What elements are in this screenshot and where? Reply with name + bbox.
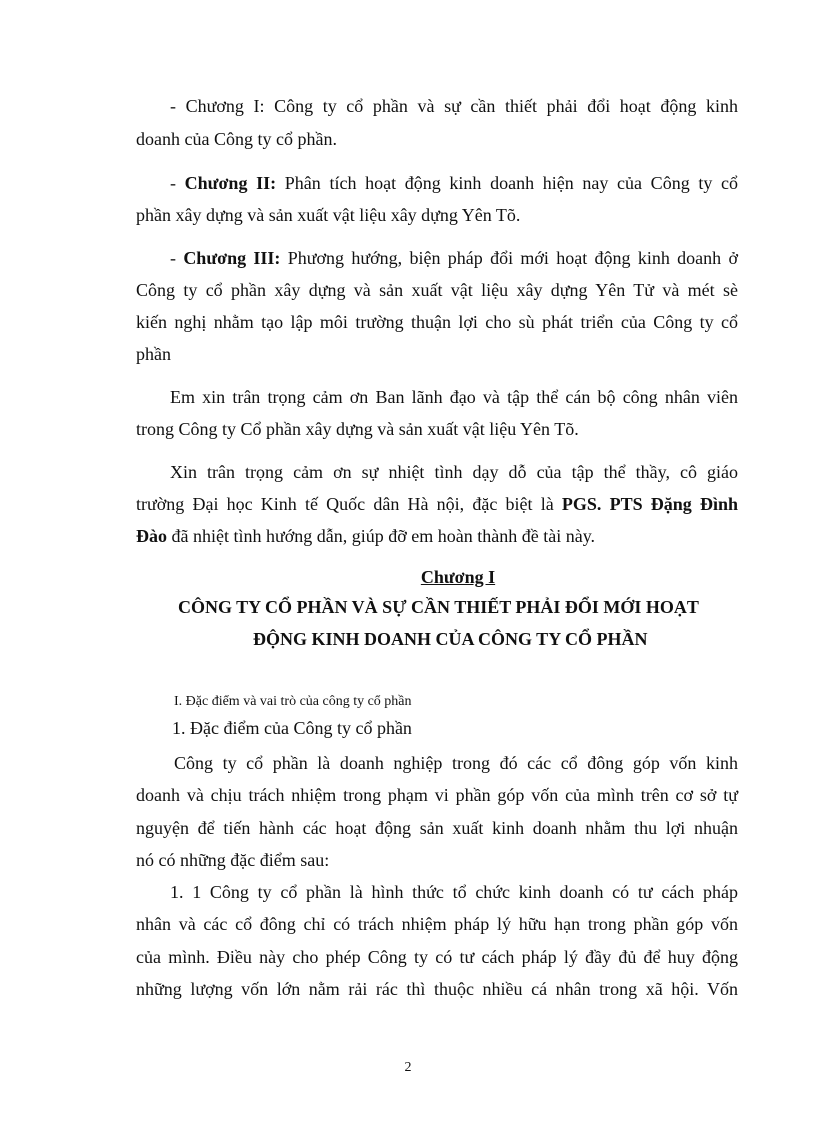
para3-line2: Công ty cổ phần xây dựng và sản xuất vật liệu xây dựng Yên Tử và mét sè xyxy=(136,280,738,300)
para1-line2: doanh của Công ty cổ phần. xyxy=(136,129,337,149)
para2-line2: phần xây dựng và sản xuất vật liệu xây dựng Yên Tõ. xyxy=(136,205,521,225)
para5-line1: Xin trân trọng cảm ơn sự nhiệt tình dạy dỗ của tập thể thầy, cô giáo xyxy=(170,462,738,482)
chapter-label: Chương I xyxy=(420,567,496,587)
para2-line1: - Chương II: Phân tích hoạt động kinh doanh hiện nay của Công ty cổ xyxy=(170,173,739,193)
para4-line1: Em xin trân trọng cảm ơn Ban lãnh đạo và tập thể cán bộ công nhân viên xyxy=(170,387,738,407)
para3-line4: phần xyxy=(136,344,171,364)
page-number: 2 xyxy=(404,1060,412,1075)
para6-line4: nó có những đặc điểm sau: xyxy=(136,850,330,870)
para7-line4: những lượng vốn lớn nằm rải rác thì thuộc nhiều cá nhân trong xã hội. Vốn xyxy=(136,979,738,999)
para3-line1: - Chương III: Phương hướng, biện pháp đổi mới hoạt động kinh doanh ở xyxy=(170,248,738,268)
chapter-title-line2: ĐỘNG KINH DOANH CỦA CÔNG TY CỔ PHẦN xyxy=(253,629,648,649)
subsection-heading: 1. Đặc điểm của Công ty cổ phần xyxy=(172,718,412,738)
para6-line2: doanh và chịu trách nhiệm trong phạm vi phần góp vốn của mình trên cơ sở tự xyxy=(136,785,738,805)
para3-line3: kiến nghị nhằm tạo lập môi trường thuận lợi cho sù phát triển của Công ty cổ xyxy=(136,312,738,332)
para6-line1: Công ty cổ phần là doanh nghiệp trong đó các cổ đông góp vốn kinh xyxy=(174,753,738,773)
para1-line1: - Chương I: Công ty cổ phần và sự cần thiết phải đổi hoạt động kinh xyxy=(170,96,738,116)
para5-line2: trường Đại học Kinh tế Quốc dân Hà nội, đặc biệt là PGS. PTS Đặng Đình xyxy=(136,494,738,514)
section-heading: I. Đặc điểm và vai trò của công ty cổ phần xyxy=(174,694,412,709)
para4-line2: trong Công ty Cổ phần xây dựng và sản xuất vật liệu Yên Tõ. xyxy=(136,419,579,439)
para5-line3: Đào đã nhiệt tình hướng dẫn, giúp đỡ em hoàn thành đề tài này. xyxy=(136,526,596,546)
para7-line3: của mình. Điều này cho phép Công ty có tư cách pháp lý đầy đủ để huy động xyxy=(136,947,738,967)
para6-line3: nguyện để tiến hành các hoạt động sản xuất kinh doanh nhằm thu lợi nhuận xyxy=(136,818,738,838)
para7-line1: 1. 1 Công ty cổ phần là hình thức tổ chức kinh doanh có tư cách pháp xyxy=(170,882,738,902)
chapter-title-line1: CÔNG TY CỔ PHẦN VÀ SỰ CẦN THIẾT PHẢI ĐỔI MỚI HOẠT xyxy=(178,597,699,617)
para7-line2: nhân và các cổ đông chỉ có trách nhiệm pháp lý hữu hạn trong phần góp vốn xyxy=(136,914,738,934)
